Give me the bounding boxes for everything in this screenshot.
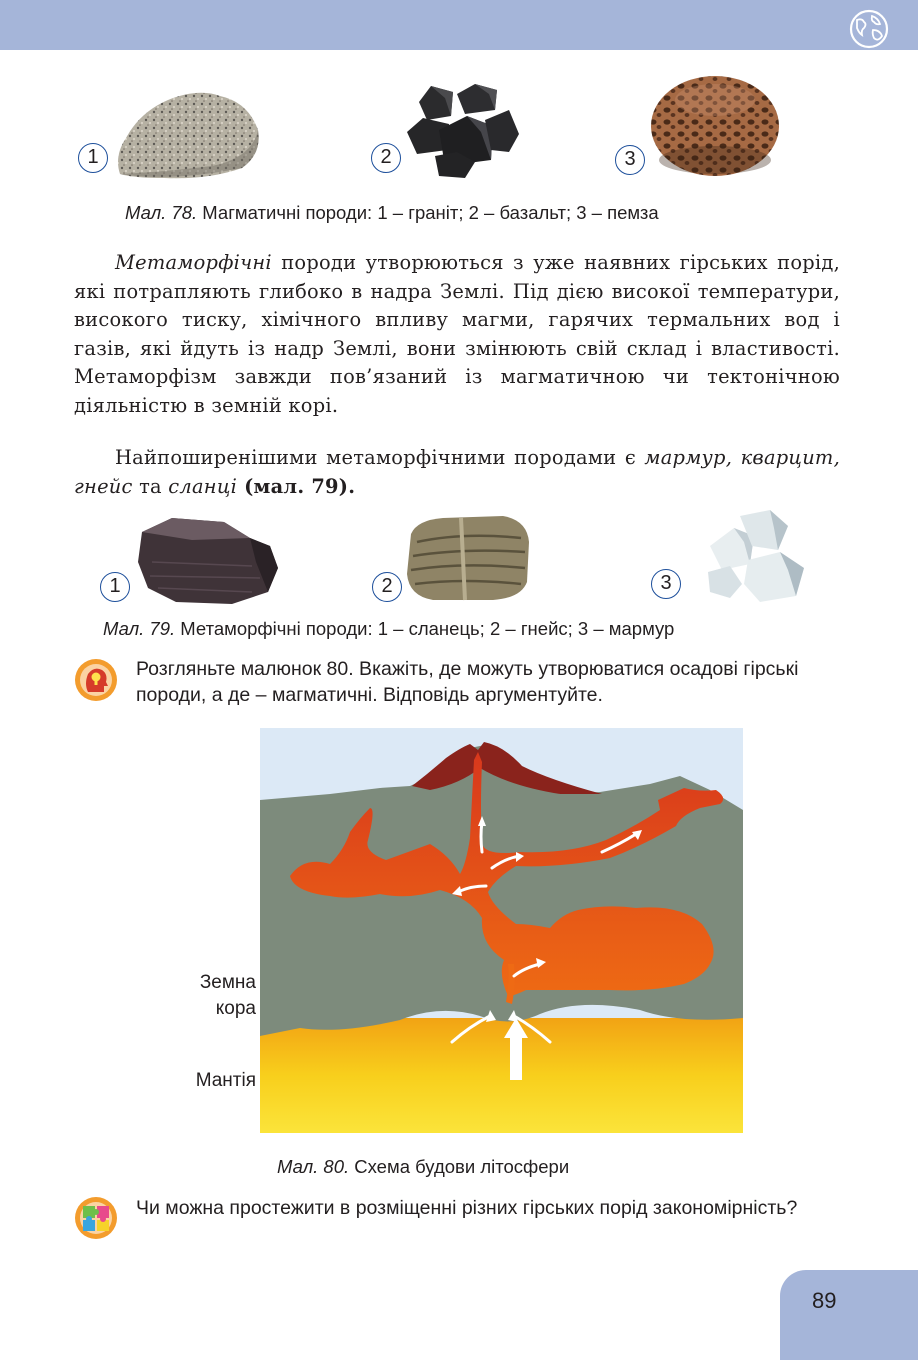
gneiss-image [403, 512, 533, 602]
puzzle-icon [74, 1196, 118, 1240]
common-rocks-paragraph [74, 444, 840, 501]
figure-reference: (мал. 79). [237, 474, 356, 498]
figure80-caption [277, 1156, 569, 1178]
paragraph2-start: Найпоширенішими метаморфічними породами є [115, 446, 645, 469]
figure80-caption-text: Схема будови літосфери [349, 1156, 570, 1177]
page-number-tab [780, 1270, 918, 1360]
figure78-number-2: 2 [371, 143, 401, 173]
globe-icon [848, 8, 890, 50]
figure79-caption [103, 618, 674, 640]
header-bar [0, 0, 918, 50]
figure79-caption-prefix: Мал. 79. [103, 618, 176, 639]
rocks-list: мармур, кварцит, гнейс [74, 446, 840, 498]
pumice-image [648, 70, 782, 180]
lithosphere-diagram [260, 728, 743, 1133]
earth-crust-label: Земна кора [199, 972, 256, 1019]
paragraph2-mid: та [132, 474, 169, 498]
figure80-caption-prefix: Мал. 80. [277, 1156, 350, 1177]
figure78-number-3: 3 [615, 145, 645, 175]
mantle-layer [260, 1018, 743, 1133]
lightbulb-head-icon [74, 658, 118, 702]
marble-image [700, 506, 808, 606]
term-metamorphic: Метаморфічні [115, 251, 272, 274]
task1-text: Розгляньте малюнок 80. Вкажіть, де можуть утворюватися осадові гірські породи, а де – магматичні. Відповідь аргументуйте. [136, 658, 799, 706]
figure79-caption-text: Метаморфічні породи: 1 – сланець; 2 – гнейс; 3 – мармур [175, 618, 675, 639]
figure79-number-1: 1 [100, 572, 130, 602]
figure78-caption [125, 202, 659, 224]
paragraph1-text: породи утворюються з уже наявних гірських порід, які потрапляють глибоко в надра Землі. Під дією високої температури, високого тиску, хімічного впливу магми, гарячих термальних вод і газів, які йдуть із надр Землі, вони змінюють свій склад і властивості. Метаморфізм завжди пов’язаний із магматичною чи тектонічною діяльністю в земній корі. [74, 251, 840, 417]
figure78-caption-text: Магматичні породи: 1 – граніт; 2 – базальт; 3 – пемза [197, 202, 659, 223]
task2-text: Чи можна простежити в розміщенні різних гірських порід закономірність? [136, 1197, 798, 1219]
mantle-label: Мантія [195, 1070, 256, 1091]
slate-image [132, 512, 280, 606]
page-number: 89 [812, 1288, 837, 1313]
rock-slates: сланці [168, 474, 238, 498]
figure78-number-1: 1 [78, 143, 108, 173]
figure79-number-3: 3 [651, 569, 681, 599]
granite-image [112, 86, 262, 182]
metamorphic-paragraph [74, 249, 840, 421]
figure79-number-2: 2 [372, 572, 402, 602]
figure78-caption-prefix: Мал. 78. [125, 202, 198, 223]
basalt-image [405, 80, 521, 180]
